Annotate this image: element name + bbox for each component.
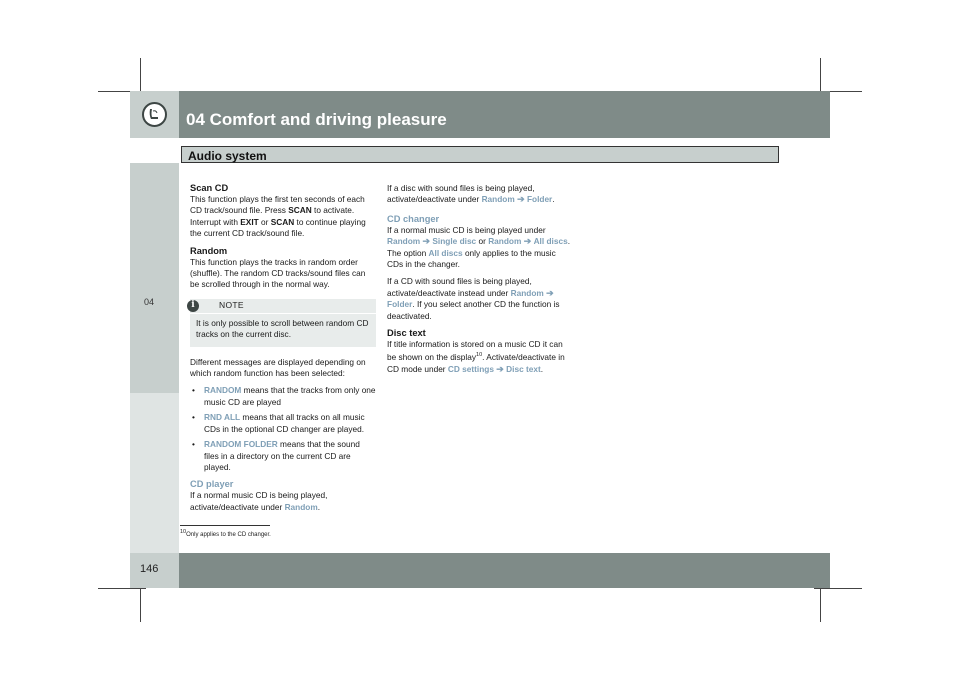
- arrow-icon: ➔: [546, 287, 554, 298]
- arrow-icon: ➔: [422, 236, 431, 247]
- seat-comfort-icon: [142, 102, 167, 127]
- heading-scan-cd: Scan CD: [190, 183, 229, 193]
- section-bar: [181, 146, 779, 163]
- chapter-title: 04 Comfort and driving pleasure: [186, 110, 447, 129]
- disc-text-text: If title information is stored on a music CD it can be shown on the display$^{10}$. Activate/deactivate in CD mode under CD settings ➔ Disc text.: [387, 339, 565, 374]
- random-text: This function plays the tracks in random order (shuffle). The random CD tracks/sound files can be scrolled through in the normal way.: [190, 256, 366, 290]
- page-number: 146: [140, 563, 159, 575]
- list-item: • RANDOM means that the tracks from only one music CD are played: [192, 385, 376, 407]
- info-icon: i: [187, 300, 199, 312]
- left-column: [190, 183, 376, 519]
- footnote-rule: [180, 525, 270, 526]
- arrow-icon: ➔: [523, 236, 532, 247]
- chapter-side-tab: [130, 163, 179, 393]
- crop-mark: [98, 588, 146, 589]
- cd-player-text: If a normal music CD is being played, activate/deactivate under Random.: [190, 490, 328, 512]
- right-column: [387, 183, 573, 381]
- arrow-icon: ➔: [517, 194, 525, 205]
- random-messages-list: [190, 385, 376, 473]
- cd-changer-text: If a normal music CD is being played under Random ➔ Single disc or Random ➔ All discs. The option All discs only applies to the music CDs in the changer.: [387, 224, 570, 270]
- list-item: • RANDOM FOLDER means that the sound files in a directory on the current CD are played.: [192, 439, 360, 472]
- note-label: NOTE: [219, 300, 244, 311]
- scan-cd-text: This function plays the first ten seconds of each CD track/sound file. Press SCAN to activate. Interrupt with EXIT or SCAN to continue playing the current CD track/sound file.: [190, 194, 366, 239]
- note-box: [190, 299, 376, 347]
- heading-random: Random: [190, 245, 228, 256]
- list-item: • RND ALL means that all tracks on all music CDs in the optional CD changer are played.: [192, 412, 365, 434]
- side-strip: [130, 393, 179, 553]
- footer-bar: [130, 553, 830, 588]
- section-title: Audio system: [188, 149, 267, 163]
- note-text: It is only possible to scroll between random CD tracks on the current disc.: [196, 317, 369, 340]
- crop-mark: [814, 588, 862, 589]
- heading-cd-changer: CD changer: [387, 213, 440, 224]
- heading-disc-text: Disc text: [387, 328, 426, 339]
- arrow-icon: ➔: [496, 363, 504, 374]
- chapter-tab-number: 04: [144, 297, 155, 307]
- sound-files-text: If a disc with sound files is being played, activate/deactivate under Random ➔ Folder.: [387, 183, 555, 205]
- footnote: $^{10}$Only applies to the CD changer.: [180, 529, 271, 538]
- heading-cd-player: CD player: [190, 479, 234, 490]
- messages-intro: Different messages are displayed depending on which random function has been selected:: [190, 356, 366, 379]
- cd-sound-files-text: If a CD with sound files is being played, activate/deactivate instead under Random ➔ Folder. If you select another CD the function is deactivated.: [387, 276, 560, 321]
